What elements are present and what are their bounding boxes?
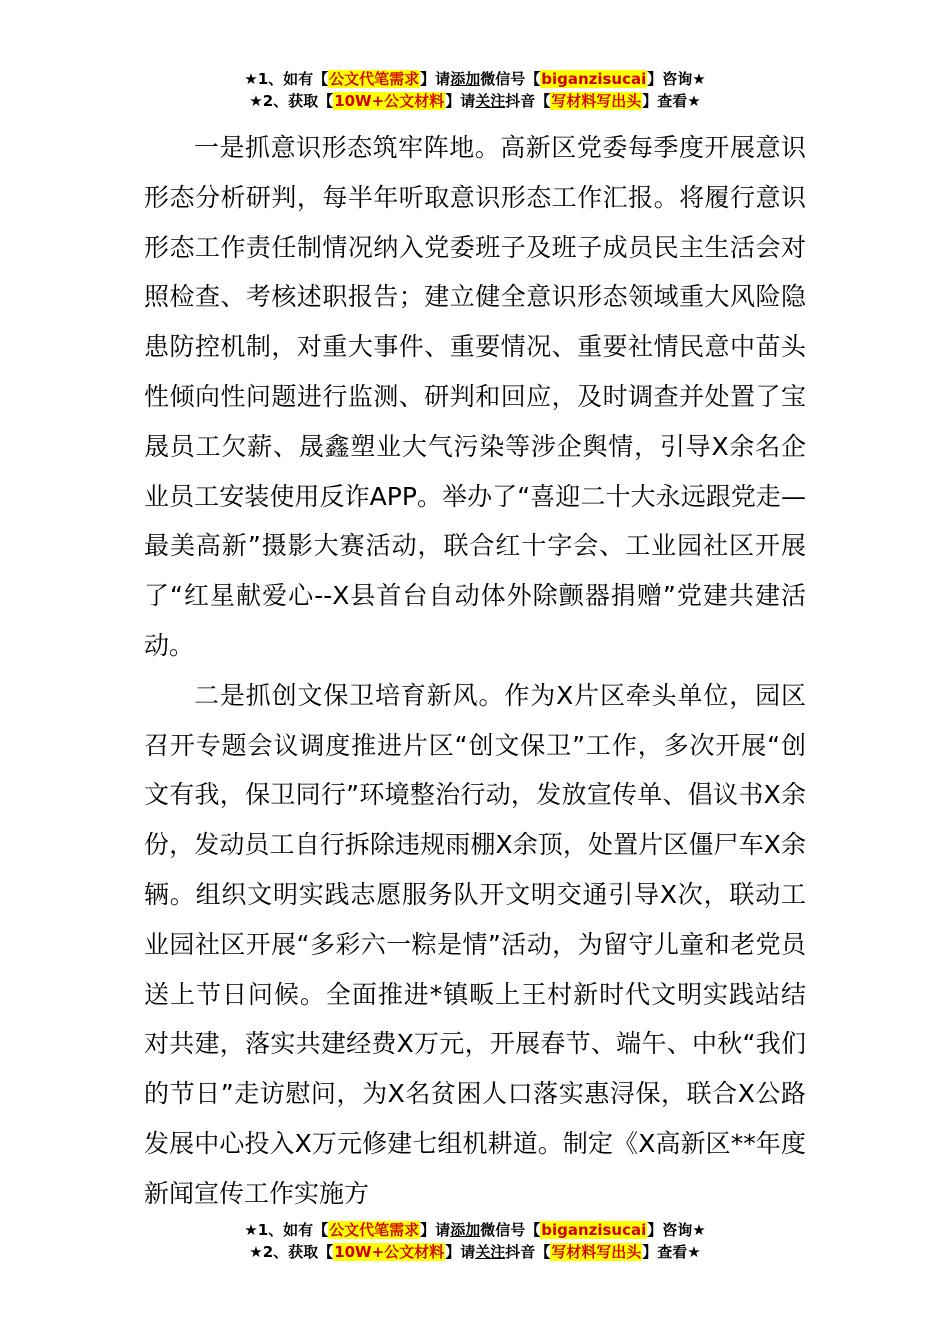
promo-text: 】请 <box>420 1221 451 1239</box>
promo-text: 】查看★ <box>642 1243 701 1261</box>
promo-highlight: 公文代笔需求 <box>329 70 420 88</box>
promo-text: 微信号【 <box>480 70 541 88</box>
promo-underlined-text: 关注 <box>475 92 506 110</box>
document-body <box>144 123 806 1219</box>
promo-underlined-text: 关注 <box>475 1243 506 1261</box>
douyin-account-highlight: 写材料写出头 <box>551 1243 642 1261</box>
promo-text: 】咨询★ <box>647 70 706 88</box>
promo-underlined-text: 添加 <box>450 70 481 88</box>
paragraph-ideology: 一是抓意识形态筑牢阵地。高新区党委每季度开展意识形态分析研判，每半年听取意识形态工作汇报。将履行意识形态工作责任制情况纳入党委班子及班子成员民主生活会对照检查、考核述职报告；建立健全意识形态领域重大风险隐患防控机制，对重大事件、重要情况、重要社情民意中苗头性倾向性问题进行监测、研判和回应，及时调查并处置了宝晟员工欠薪、晟鑫塑业大气污染等涉企舆情，引导X余名企业员工安装使用反诈APP。举办了“喜迎二十大永远跟党走—最美高新”摄影大赛活动，联合红十字会、工业园社区开展了“红星献爱心--X县首台自动体外除颤器捐赠”党建共建活动。 <box>144 133 806 660</box>
wechat-id-highlight: biganzisucai <box>541 1221 647 1239</box>
wechat-id-highlight: biganzisucai <box>541 70 647 88</box>
promo-text: 】请 <box>445 92 476 110</box>
promo-underlined-text: 添加 <box>450 1221 481 1239</box>
promo-text: 】请 <box>445 1243 476 1261</box>
douyin-account-highlight: 写材料写出头 <box>551 92 642 110</box>
promo-highlight: 10W+公文材料 <box>334 1243 445 1261</box>
promo-line-1 <box>0 1219 950 1241</box>
promo-text: 抖音【 <box>505 92 551 110</box>
promo-line-1 <box>0 68 950 90</box>
promo-highlight: 10W+公文材料 <box>334 92 445 110</box>
footer-promo-banner <box>0 1219 950 1263</box>
promo-text: ★2、获取【 <box>249 92 334 110</box>
promo-text: 微信号【 <box>480 1221 541 1239</box>
header-promo-banner <box>0 68 950 112</box>
promo-line-2 <box>0 1241 950 1263</box>
promo-text: 】咨询★ <box>647 1221 706 1239</box>
promo-text: 】查看★ <box>642 92 701 110</box>
promo-text: ★2、获取【 <box>249 1243 334 1261</box>
promo-text: ★1、如有【 <box>244 1221 329 1239</box>
promo-highlight: 公文代笔需求 <box>329 1221 420 1239</box>
paragraph-civilization: 二是抓创文保卫培育新风。作为X片区牵头单位，园区召开专题会议调度推进片区“创文保卫”工作，多次开展“创文有我，保卫同行”环境整治行动，发放宣传单、倡议书X余份，发动员工自行拆除违规雨棚X余顶，处置片区僵尸车X余辆。组织文明实践志愿服务队开文明交通引导X次，联动工业园社区开展“多彩六一粽是情”活动，为留守儿童和老党员送上节日问候。全面推进*镇畈上王村新时代文明实践站结对共建，落实共建经费X万元，开展春节、端午、中秋“我们的节日”走访慰问，为X名贫困人口落实惠浔保，联合X公路发展中心投入X万元修建七组机耕道。制定《X高新区**年度新闻宣传工作实施方 <box>144 680 806 1208</box>
promo-text: 】请 <box>420 70 451 88</box>
promo-text: 抖音【 <box>505 1243 551 1261</box>
promo-line-2 <box>0 90 950 112</box>
promo-text: ★1、如有【 <box>244 70 329 88</box>
